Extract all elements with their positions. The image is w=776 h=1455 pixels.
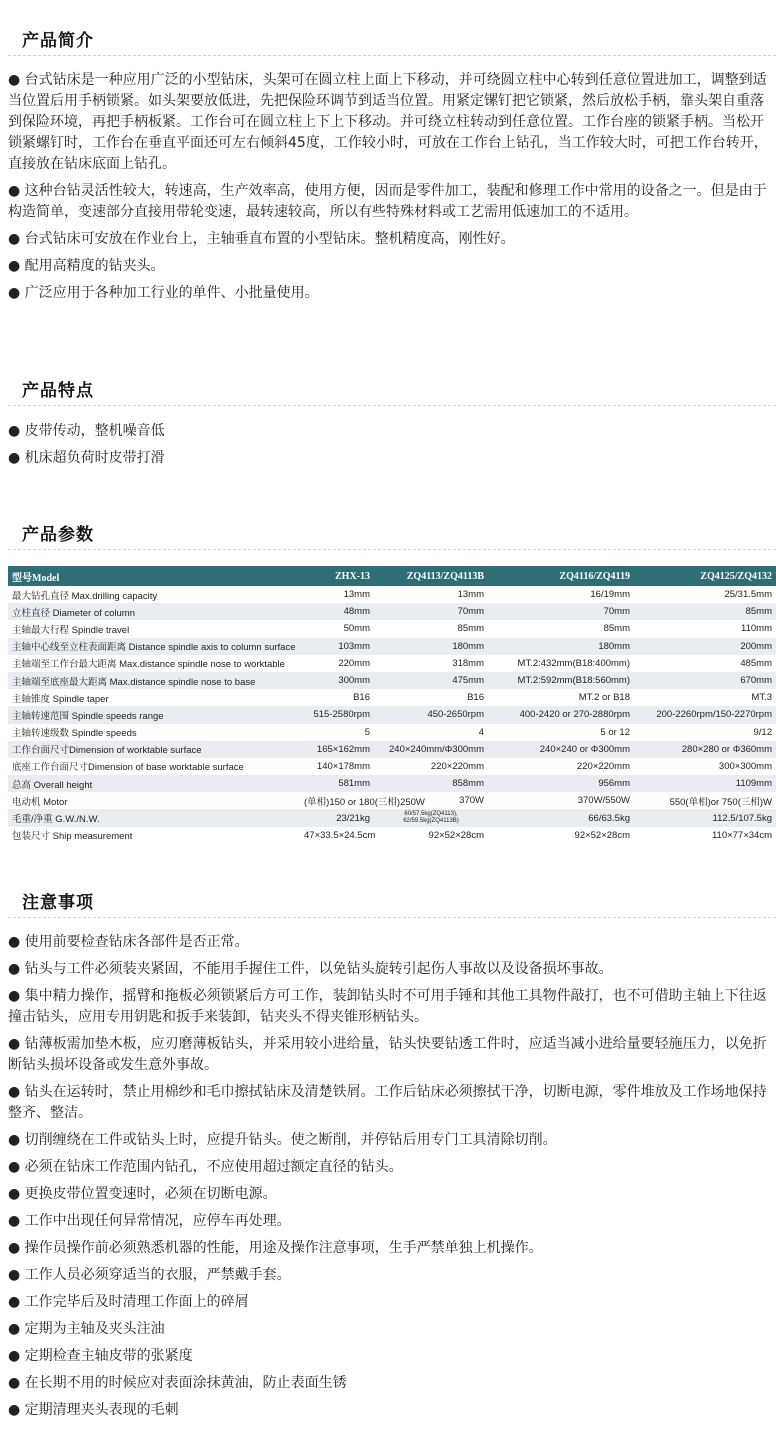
table-cell: 180mm (374, 638, 488, 655)
note-item: ● 工作人员必须穿适当的衣服，严禁戴手套。 (8, 1267, 291, 1283)
table-cell: 85mm (634, 603, 776, 620)
note-item: ● 定期清理夹头表现的毛刺 (8, 1402, 179, 1418)
table-row (8, 741, 776, 758)
table-cell: 16/19mm (590, 589, 630, 601)
table-cell: 23/21kg (300, 809, 374, 826)
table-cell: 主轴锥度 Spindle taper (12, 693, 109, 705)
table-cell: 工作台面尺寸Dimension of worktable surface (8, 741, 300, 758)
note-item: ● 定期为主轴及夹头注油 (8, 1321, 165, 1337)
note-item: ● 在长期不用的时候应对表面涂抹黄油，防止表面生锈 (8, 1375, 347, 1391)
note-item: ● 工作中出现任何异常情况，应停车再处理。 (8, 1213, 291, 1229)
table-cell: 240×240 or Φ300mm (488, 741, 634, 758)
features-body (8, 421, 776, 475)
note-item: ● 钻薄板需加垫木板，应刃磨薄板钻头，并采用较小进给量，钻头快要钻透工件时，应适当减小进给量要轻施压力，以免折断钻头损坏设备或发生意外事故。 (8, 1036, 767, 1073)
table-row (8, 724, 776, 741)
spec-header-cell: ZHX-13 (300, 566, 374, 586)
table-cell: 370W (459, 795, 484, 807)
intro-divider (8, 55, 776, 56)
table-cell: 70mm (488, 603, 634, 620)
table-cell: 85mm (457, 623, 484, 635)
table-cell: 956mm (488, 775, 634, 792)
notes-title: 注意事项 (22, 893, 94, 913)
note-item: ● 定期检查主轴皮带的张紧度 (8, 1348, 193, 1364)
table-row (8, 586, 776, 603)
table-row (8, 758, 776, 775)
table-cell: 主轴端至工作台最大距离 Max.distance spindle nose to worktable (12, 659, 285, 671)
table-row (8, 672, 776, 689)
intro-paragraph: ● 广泛应用于各种加工行业的单件、小批量使用。 (8, 285, 319, 301)
table-cell: 240×240mm/Φ300mm (374, 741, 488, 758)
table-cell: 66/63.5kg (488, 809, 634, 826)
note-item: ● 使用前要检查钻床各部件是否正常。 (8, 934, 249, 950)
table-cell: MT.2:592mm(B18:560mm) (488, 672, 634, 689)
table-row (8, 792, 776, 809)
table-row (8, 827, 776, 844)
spec-header-cell: ZQ4116/ZQ4119 (488, 566, 634, 586)
intro-body (8, 70, 776, 310)
table-row (8, 655, 776, 672)
table-cell: 200mm (634, 638, 776, 655)
table-cell: 立柱直径 Diameter of column (8, 603, 300, 620)
table-cell: 电动机 Motor (12, 796, 68, 808)
note-item: ● 钻头与工件必须装夹紧固，不能用手握住工件，以免钻头旋转引起伤人事故以及设备损坏事故。 (8, 961, 613, 977)
table-cell: 主轴转速级数 Spindle speeds (12, 728, 137, 740)
table-cell: 200-2260rpm/150-2270rpm (634, 706, 776, 723)
table-cell: 毛重/净重 G.W./N.W. (8, 809, 300, 826)
table-cell: (单相)150 or 180(三相)250W (304, 796, 425, 808)
table-cell: 858mm (374, 775, 488, 792)
note-item: ● 必须在钻床工作范围内钻孔，不应使用超过额定直径的钻头。 (8, 1159, 403, 1175)
table-cell: 47×33.5×24.5cm (304, 829, 376, 841)
note-item: ● 操作员操作前必须熟悉机器的性能，用途及操作注意事项，生手严禁单独上机操作。 (8, 1240, 543, 1256)
table-cell: 140×178mm (316, 760, 370, 772)
params-title: 产品参数 (22, 525, 94, 545)
feature-item: ● 机床超负荷时皮带打滑 (8, 450, 165, 466)
table-row (8, 689, 776, 706)
table-cell: 底座工作台面尺寸Dimension of base worktable surface (12, 762, 244, 774)
table-cell: 300×300mm (718, 760, 772, 772)
table-cell: 主轴转速范围 Spindle speeds range (8, 706, 300, 723)
intro-paragraph: ● 配用高精度的钻夹头。 (8, 258, 165, 274)
feature-item: ● 皮带传动，整机噪音低 (8, 423, 165, 439)
table-cell: 180mm (488, 638, 634, 655)
table-cell: 318mm (452, 657, 484, 669)
table-cell: 280×280 or Φ360mm (634, 741, 776, 758)
table-cell: 370W/550W (577, 795, 630, 807)
table-cell: 50mm (343, 623, 370, 635)
table-row (8, 603, 776, 620)
table-cell: 85mm (603, 623, 630, 635)
table-row (8, 620, 776, 637)
table-cell: 300mm (300, 672, 374, 689)
table-cell: MT.2 or B18 (578, 692, 630, 704)
table-cell: 475mm (374, 672, 488, 689)
table-cell: MT.3 (751, 692, 772, 704)
spec-header-cell: 型号Model (8, 566, 300, 586)
spec-header-cell: ZQ4125/ZQ4132 (634, 566, 776, 586)
table-cell: 主轴端至底座最大距离 Max.distance spindle nose to base (8, 672, 300, 689)
table-row (8, 706, 776, 723)
table-cell: 9/12 (753, 726, 772, 738)
intro-paragraph: ● 台式钻床可安放在作业台上，主轴垂直布置的小型钻床。整机精度高，刚性好。 (8, 231, 515, 247)
table-cell: 220×220mm (430, 760, 484, 772)
table-cell: 110mm (741, 623, 772, 635)
table-cell: 515-2580rpm (300, 706, 374, 723)
table-row (8, 775, 776, 792)
features-divider (8, 405, 776, 406)
table-cell: 包装尺寸 Ship measurement (12, 831, 133, 843)
note-item: ● 钻头在运转时，禁止用棉纱和毛巾擦拭钻床及清楚铁屑。工作后钻床必须擦拭干净，切断电源，零件堆放及工作场地保持整齐、整洁。 (8, 1084, 767, 1121)
intro-title: 产品简介 (22, 31, 94, 51)
spec-header-cell: ZQ4113/ZQ4113B (374, 566, 488, 586)
params-divider (8, 549, 776, 550)
table-cell: 670mm (634, 672, 776, 689)
table-cell: 550(单相)or 750(三相)W (669, 796, 772, 808)
table-cell: 5 or 12 (600, 726, 630, 738)
table-cell: 5 (364, 726, 370, 738)
table-cell: 25/31.5mm (724, 589, 772, 601)
table-cell: 103mm (300, 638, 374, 655)
table-cell: 70mm (374, 603, 488, 620)
table-cell: 400-2420 or 270-2880rpm (488, 706, 634, 723)
features-title: 产品特点 (22, 381, 94, 401)
note-item: ● 集中精力操作，摇臂和拖板必须锁紧后方可工作，装卸钻头时不可用手锤和其他工具物件敲打，也不可借助主轴上下往返撞击钻头，应用专用钥匙和扳手来装卸，钻夹头不得夹锥形柄钻头。 (8, 988, 767, 1025)
table-cell: 220mm (338, 657, 370, 669)
table-cell: MT.2:432mm(B18:400mm) (517, 657, 630, 669)
table-cell: 1109mm (634, 775, 776, 792)
table-cell: 450-2650rpm (374, 706, 488, 723)
note-item: ● 更换皮带位置变速时，必须在切断电源。 (8, 1186, 277, 1202)
table-cell: 581mm (300, 775, 374, 792)
table-cell: 48mm (300, 603, 374, 620)
table-row (8, 638, 776, 655)
table-cell: 485mm (740, 657, 772, 669)
spec-table (8, 566, 776, 844)
table-cell: 165×162mm (300, 741, 374, 758)
notes-divider (8, 917, 776, 918)
table-cell: B16 (467, 692, 484, 704)
note-item: ● 工作完毕后及时清理工作面上的碎屑 (8, 1294, 249, 1310)
table-cell: 60/57.5kg(ZQ4113), 62/59.5kg(ZQ4113B) (374, 809, 488, 826)
table-cell: 主轴中心线至立柱表面距离 Distance spindle axis to column surface (8, 638, 300, 655)
table-cell: 4 (478, 726, 484, 738)
table-cell: 13mm (343, 589, 370, 601)
table-cell: 最大钻孔直径 Max.drilling capacity (12, 590, 158, 602)
table-cell: B16 (353, 692, 370, 704)
spec-header-row (8, 566, 776, 586)
table-cell: 92×52×28cm (428, 829, 484, 841)
table-row (8, 809, 776, 826)
table-cell: 220×220mm (576, 760, 630, 772)
table-cell: 112.5/107.5kg (634, 809, 776, 826)
table-cell: 总高 Overall height (8, 775, 300, 792)
table-cell: 110×77×34cm (711, 829, 772, 841)
intro-paragraph: ● 这种台钻灵活性较大，转速高，生产效率高，使用方便，因而是零件加工，装配和修理工作中常用的设备之一。但是由于构造简单，变速部分直接用带轮变速，最转速较高，所以有些特殊材料或工艺需用低速加工的不适用。 (8, 183, 767, 220)
notes-body (8, 932, 776, 1427)
note-item: ● 切削缠绕在工件或钻头上时，应提升钻头。使之断削，并停钻后用专门工具清除切削。 (8, 1132, 557, 1148)
table-cell: 92×52×28cm (574, 829, 630, 841)
table-cell: 主轴最大行程 Spindle travel (12, 624, 130, 636)
intro-paragraph: ● 台式钻床是一种应用广泛的小型钻床，头架可在圆立柱上面上下移动，并可绕圆立柱中心转到任意位置进加工，调整到适当位置后用手柄锁紧。如头架要放低进，先把保险环调节到适当位置。用紧定镙钉把它锁紧，然后放松手柄，靠头架自重落到保险环境，再把手柄板紧。工作台可在圆立柱上下上下移动。并可绕立柱转动到任意位置。工作台座的锁紧手柄。当松开锁紧螺钉时，工作台在垂直平面还可左右倾斜45度，工作较小时，可放在工作台上钻孔，当工作较大时，可把工作台转开，直接放在钻床底面上钻孔。 (8, 72, 768, 172)
table-cell: 13mm (457, 589, 484, 601)
